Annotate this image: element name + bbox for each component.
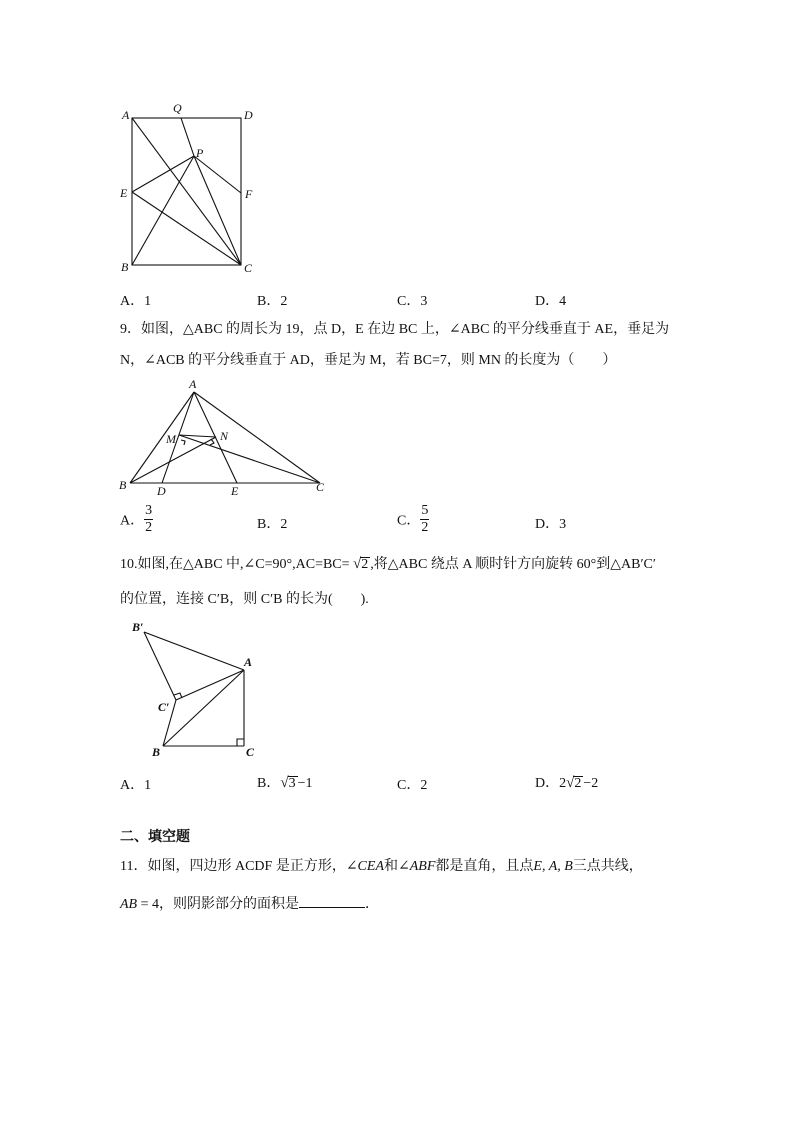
q9-label-A: A (189, 377, 197, 391)
q8-option-d[interactable]: D．4 (535, 294, 567, 309)
q8-rectangle-figure (110, 98, 270, 278)
q10-label-C-prime: C′ (158, 700, 170, 714)
q9-option-a-prefix: A． (120, 513, 145, 529)
q10-label-B-prime: B′ (132, 620, 144, 634)
q10-text-line2: 的位置，连接 C′B，则 C′B 的长为( ). (120, 592, 369, 607)
q10-rotation-figure (120, 618, 265, 763)
q10-label-B: B (152, 745, 161, 759)
q9-label-M: M (166, 432, 176, 446)
q9-option-d[interactable]: D．3 (535, 517, 567, 532)
q8-label-Q: Q (173, 101, 182, 115)
q11-text-line2: AB = 4，则阴影部分的面积是 ． (120, 893, 379, 915)
q9-label-D: D (157, 484, 166, 498)
q8-label-P: P (196, 146, 204, 160)
q8-label-E: E (120, 186, 128, 200)
q9-text-line1: 9．如图，△ABC 的周长为 19，点 D，E 在边 BC 上，∠ABC 的平分线垂直于 AE，垂足为 (120, 322, 670, 337)
section-title-fill-in: 二、填空题 (120, 829, 190, 845)
q10-label-C: C (246, 745, 255, 759)
q8-label-B: B (121, 260, 129, 274)
q9-label-C: C (316, 480, 325, 494)
q11-text-line1: 11．如图，四边形 ACDF 是正方形，∠CEA和∠ABF都是直角，且点E, A, B三点共线， (120, 859, 643, 874)
q8-label-A: A (122, 108, 130, 122)
q9-label-N: N (220, 429, 229, 443)
q9-option-b[interactable]: B．2 (257, 517, 288, 532)
q10-text-line1: 10.如图,在△ABC 中,∠C=90°,AC=BC= √2 ,将△ABC 绕点 A 顺时针方向旋转 60°到△AB′C′ (120, 556, 656, 572)
q9-option-a-fraction: $\frac{3}{2}$ (145, 503, 153, 535)
q8-label-D: D (244, 108, 253, 122)
q9-option-c-fraction: $\frac{5}{2}$ (421, 503, 429, 535)
q9-text-line2: N，∠ACB 的平分线垂直于 AD，垂足为 M，若 BC=7，则 MN 的长度为（ ） (120, 353, 617, 368)
q9-triangle-figure (110, 375, 340, 500)
q11-answer-blank[interactable] (299, 893, 365, 908)
q9-label-B: B (119, 478, 127, 492)
q8-option-c[interactable]: C．3 (397, 294, 428, 309)
q10-option-d[interactable]: D．2√2 −2 (535, 775, 599, 791)
q8-label-F: F (245, 187, 253, 201)
q10-label-A: A (244, 655, 253, 669)
q10-option-b[interactable]: B．√3 −1 (257, 775, 313, 791)
q9-option-c[interactable] (397, 503, 429, 536)
q9-label-E: E (231, 484, 239, 498)
q10-option-c[interactable]: C．2 (397, 778, 428, 793)
q8-option-b[interactable]: B．2 (257, 294, 288, 309)
q8-option-a[interactable]: A．1 (120, 294, 152, 309)
q8-label-C: C (244, 261, 253, 275)
q9-option-a[interactable] (120, 503, 153, 536)
q10-option-a[interactable]: A．1 (120, 778, 152, 793)
q9-option-c-prefix: C． (397, 513, 421, 529)
